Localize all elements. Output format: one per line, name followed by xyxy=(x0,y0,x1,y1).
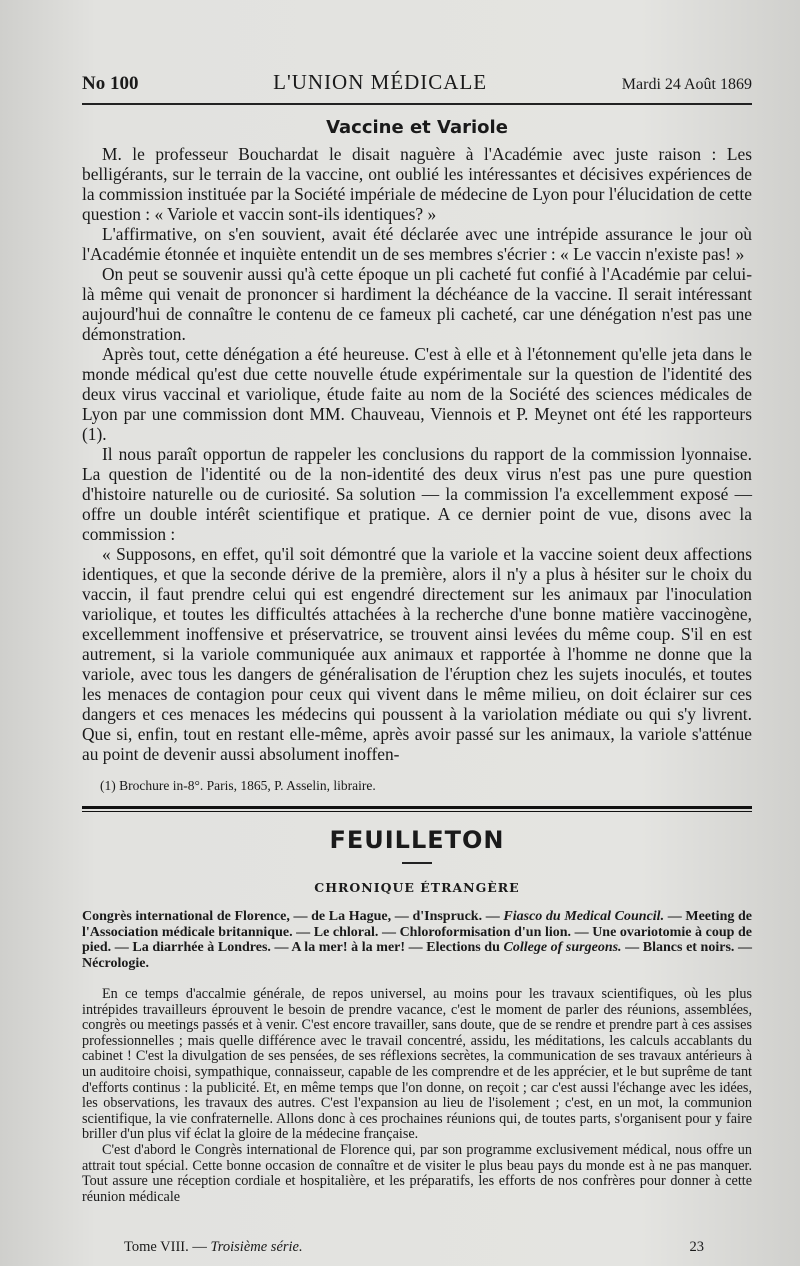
summary-part: Congrès international de Florence, — de La Hague, — d'Inspruck. — xyxy=(82,909,504,924)
footnote: (1) Brochure in-8°. Paris, 1865, P. Asselin, libraire. xyxy=(100,778,376,793)
article-paragraph: L'affirmative, on s'en souvient, avait été déclarée avec une intrépide assurance le jour où l'Académie étonnée et inquiète entendit un de ses membres s'écrier : « Le vaccin n'existe pas! » xyxy=(82,224,752,264)
page-number: 23 xyxy=(689,1239,704,1255)
article-paragraph: Il nous paraît opportun de rappeler les conclusions du rapport de la commission lyonnaise. La question de l'identité ou de la non-identité des deux virus n'est pas une pure question d'histoire naturelle ou de curiosité. Sa solution — la commission l'a excellemment exposé — offre un double intérêt scientifique et pratique. A ce dernier point de vue, disons avec la commission : xyxy=(82,444,752,544)
article-paragraph: M. le professeur Bouchardat le disait naguère à l'Académie avec juste raison : Les belligérants, sur le terrain de la vaccine, ont oublié les intéressantes et décisives expériences de la commission instituée par la Société impériale de médecine de Lyon pour l'élucidation de cette question : « Variole et vaccin sont-ils identiques? » xyxy=(82,144,752,224)
feuilleton-summary xyxy=(82,909,752,971)
page-footer xyxy=(124,1239,704,1256)
article-paragraph: Après tout, cette dénégation a été heureuse. C'est à elle et à l'étonnement qu'elle jeta dans le monde médical qu'est due cette nouvelle étude expérimentale sur la question de l'identité des deux virus vaccinal et variolique, étude faite au nom de la Société des sciences médicales de Lyon par une commission dont MM. Chauveau, Viennois et P. Meynet ont été les rapporteurs (1). xyxy=(82,344,752,444)
tome-text: Tome VIII. — xyxy=(124,1239,211,1255)
header-rule xyxy=(82,103,752,105)
summary-part: — Meeting de l'Association médicale britannique. — Le chloral. — Chloroformisation d'un lion. — Une ovariotomie à coup de pied. — La diarrhée à Londres. — A la mer! à la mer! — Elections du xyxy=(82,909,753,955)
section-divider xyxy=(82,806,752,809)
summary-part: — Blancs et noirs. — Nécrologie. xyxy=(82,940,753,971)
feuilleton-paragraph: En ce temps d'accalmie générale, de repos universel, au moins pour les travaux scientifiques, où les plus intrépides travailleurs éprouvent le besoin de prendre vacance, c'est le moment de parler des réunions, assemblées, congrès ou meetings passés et à venir. C'est encore travailler, sans doute, que de se rendre et prendre part à ces assises professionnelles ; mais quelle différence avec le travail concentré, assidu, les méditations, les calculs accablants du cabinet ! C'est la divulgation de ses pensées, de ses réflexions secrètes, la communication de ses travaux antérieurs à un auditoire choisi, sympathique, connaisseur, capable de les comprendre et de les apprécier, et le but suprême de tant d'efforts continus : la publicité. Et, en même temps que l'on donne, on reçoit ; car c'est aussi l'échange avec les idées, les observations, les travaux des autres. C'est l'expansion au lieu de l'isolement ; c'est, en un mot, la communion scientifique, la vie confraternelle. Allons donc à ces prochaines réunions qui, de toutes parts, s'organisent pour y faire briller d'un plus vif éclat la gloire de la médecine française. xyxy=(82,986,752,1143)
feuilleton-paragraph: C'est d'abord le Congrès international de Florence qui, par son programme exclusivement médical, nous offre un attrait tout spécial. Cette bonne occasion de connaître et de visiter le plus beau pays du monde est à ne pas manquer. Tout assure une réception cordiale et hospitalière, et les préparatifs, les efforts de nos confrères pour donner à cette réunion médicale xyxy=(82,1141,752,1205)
series-text: Troisième série. xyxy=(210,1239,303,1255)
page-header xyxy=(82,70,752,95)
feuilleton-heading: FEUILLETON xyxy=(329,826,505,854)
summary-part-italic: College of surgeons. xyxy=(503,940,622,955)
article-body xyxy=(82,144,752,764)
issue-number: No 100 xyxy=(82,73,139,94)
summary-part-italic: Fiasco du Medical Council. xyxy=(503,909,665,924)
tome-label xyxy=(124,1239,303,1256)
article-paragraph: On peut se souvenir aussi qu'à cette époque un pli cacheté fut confié à l'Académie par celui-là même qui venait de prononcer si hardiment la déchéance de la vaccine. Il serait intéressant aujourd'hui de connaître le contenu de ce fameux pli cacheté, car une dénégation n'est pas une démonstration. xyxy=(82,264,752,344)
chronique-heading: CHRONIQUE ÉTRANGÈRE xyxy=(314,880,520,895)
article-paragraph: « Supposons, en effet, qu'il soit démontré que la variole et la vaccine soient deux affections identiques, et que la seconde dérive de la première, alors il n'y a plus à hésiter sur le choix du vaccin, il faut prendre celui qui est engendré directement sur les animaux par l'inoculation variolique, et toutes les difficultés attachées à la recherche d'une bonne matière vaccinogène, excellemment inoffensive et préservatrice, se trouvent ainsi levées du même coup. S'il en est autrement, si la variole communiquée aux animaux et rapportée à l'homme ne donne que la variole, avec tous les dangers de généralisation de l'éruption chez les sujets inoculés, et toutes les menaces de contagion pour ceux qui vivent dans le même milieu, on doit éclairer sur ces dangers et ces menaces les médecins qui poussent à la variolation médiate ou qui s'y livrent. Que si, enfin, tout en restant elle-même, après avoir passé sur les animaux, la variole s'atténue au point de devenir aussi absolument inoffen- xyxy=(82,544,752,764)
feuilleton-rule xyxy=(402,862,432,864)
journal-title: L'UNION MÉDICALE xyxy=(273,70,488,94)
article-title: Vaccine et Variole xyxy=(326,117,508,138)
section-divider-thin xyxy=(82,811,752,812)
feuilleton-body xyxy=(82,987,752,1205)
issue-date: Mardi 24 Août 1869 xyxy=(621,76,752,93)
